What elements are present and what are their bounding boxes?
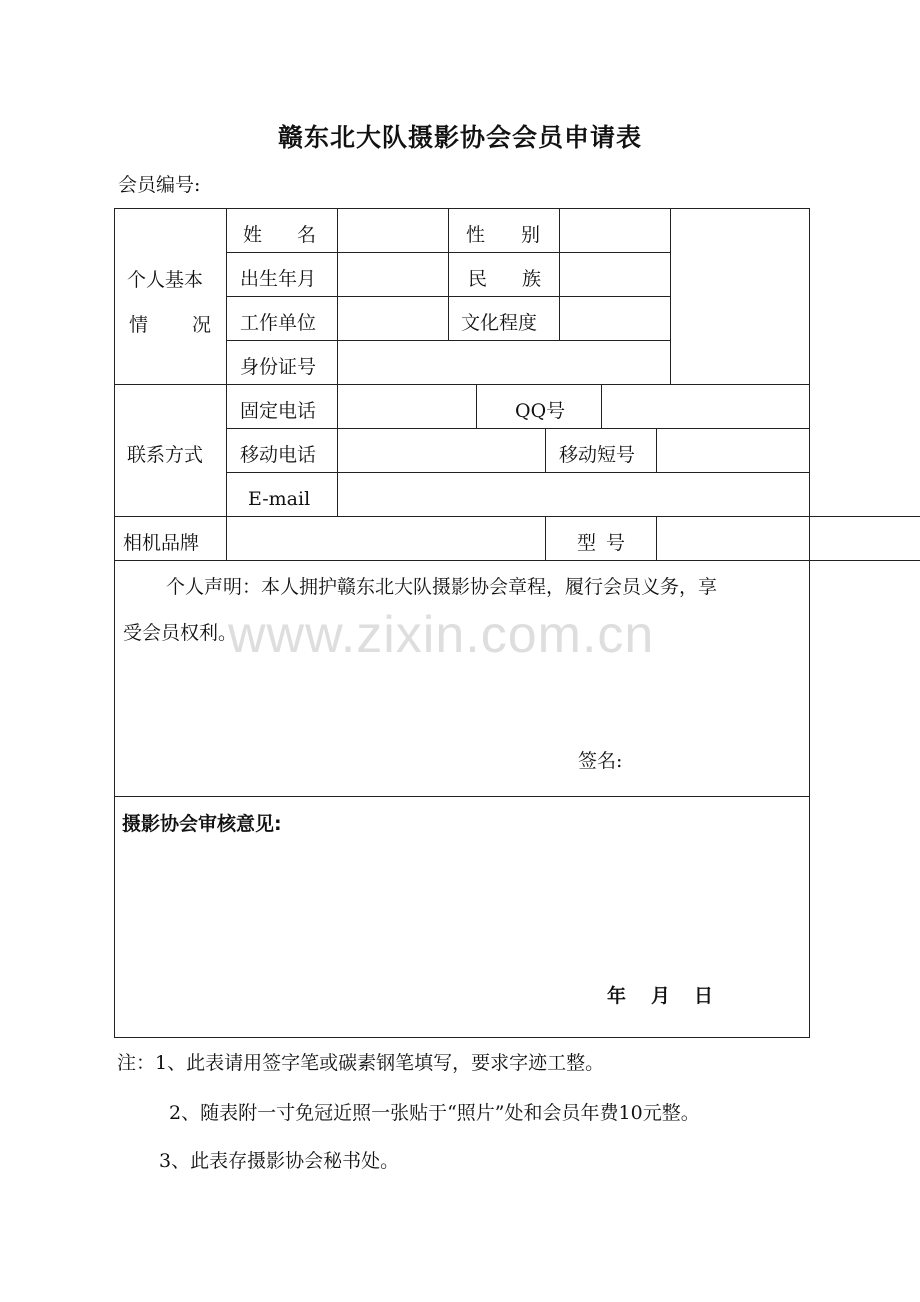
member-number-label: 会员编号: [118,174,201,196]
photo-area [671,209,808,384]
name-field[interactable] [338,209,447,252]
note-2: 2、随表附一寸免冠近照一张贴于“照片”处和会员年费10元整。 [169,1102,700,1124]
review-title: 摄影协会审核意见: [122,813,282,835]
email-label: E-mail [248,488,311,510]
gender-label: 性 别 [466,224,540,246]
note-1: 注：1、此表请用签字笔或碳素钢笔填写，要求字迹工整。 [117,1052,605,1074]
review-date-day: 日 [694,985,714,1007]
signature-field[interactable] [640,740,800,780]
signature-label: 签名: [578,750,623,772]
camera-brand-field[interactable] [227,517,544,560]
name-label: 姓 名 [243,224,316,246]
review-date-month: 月 [651,985,671,1007]
work-unit-label: 工作单位 [240,312,317,334]
review-opinion-field[interactable] [120,845,800,975]
education-label: 文化程度 [461,312,538,334]
landline-label: 固定电话 [240,400,317,422]
ethnicity-field[interactable] [560,253,669,296]
note-3: 3、此表存摄影协会秘书处。 [159,1150,400,1172]
qq-label: QQ号 [515,400,566,422]
sms-label: 移动短号 [559,444,636,466]
review-date-year: 年 [607,985,627,1007]
id-number-field[interactable] [338,341,669,384]
declaration-text: 个人声明：本人拥护赣东北大队摄影协会章程，履行会员义务，享 [166,576,718,598]
landline-field[interactable] [338,385,475,428]
page-title: 赣东北大队摄影协会会员申请表 [277,123,642,152]
qq-field[interactable] [602,385,808,428]
work-unit-field[interactable] [338,297,447,340]
mobile-field[interactable] [338,429,544,472]
gender-field[interactable] [560,209,669,252]
camera-model-label: 型 号 [577,532,625,554]
basic-info-label-2: 情 况 [129,314,211,336]
watermark: www.zixin.com.cn [228,606,655,664]
ethnicity-label: 民 族 [468,268,541,290]
birth-field[interactable] [338,253,447,296]
birth-label: 出生年月 [240,268,317,290]
declaration-text-2: 受会员权利。 [123,622,238,644]
id-number-label: 身份证号 [240,356,317,378]
contact-label: 联系方式 [127,444,204,466]
camera-model-field[interactable] [657,517,808,560]
education-field[interactable] [560,297,669,340]
sms-field[interactable] [657,429,808,472]
mobile-label: 移动电话 [240,444,317,466]
camera-brand-label: 相机品牌 [123,532,200,554]
basic-info-label: 个人基本 [127,269,204,291]
email-field[interactable] [338,473,808,516]
